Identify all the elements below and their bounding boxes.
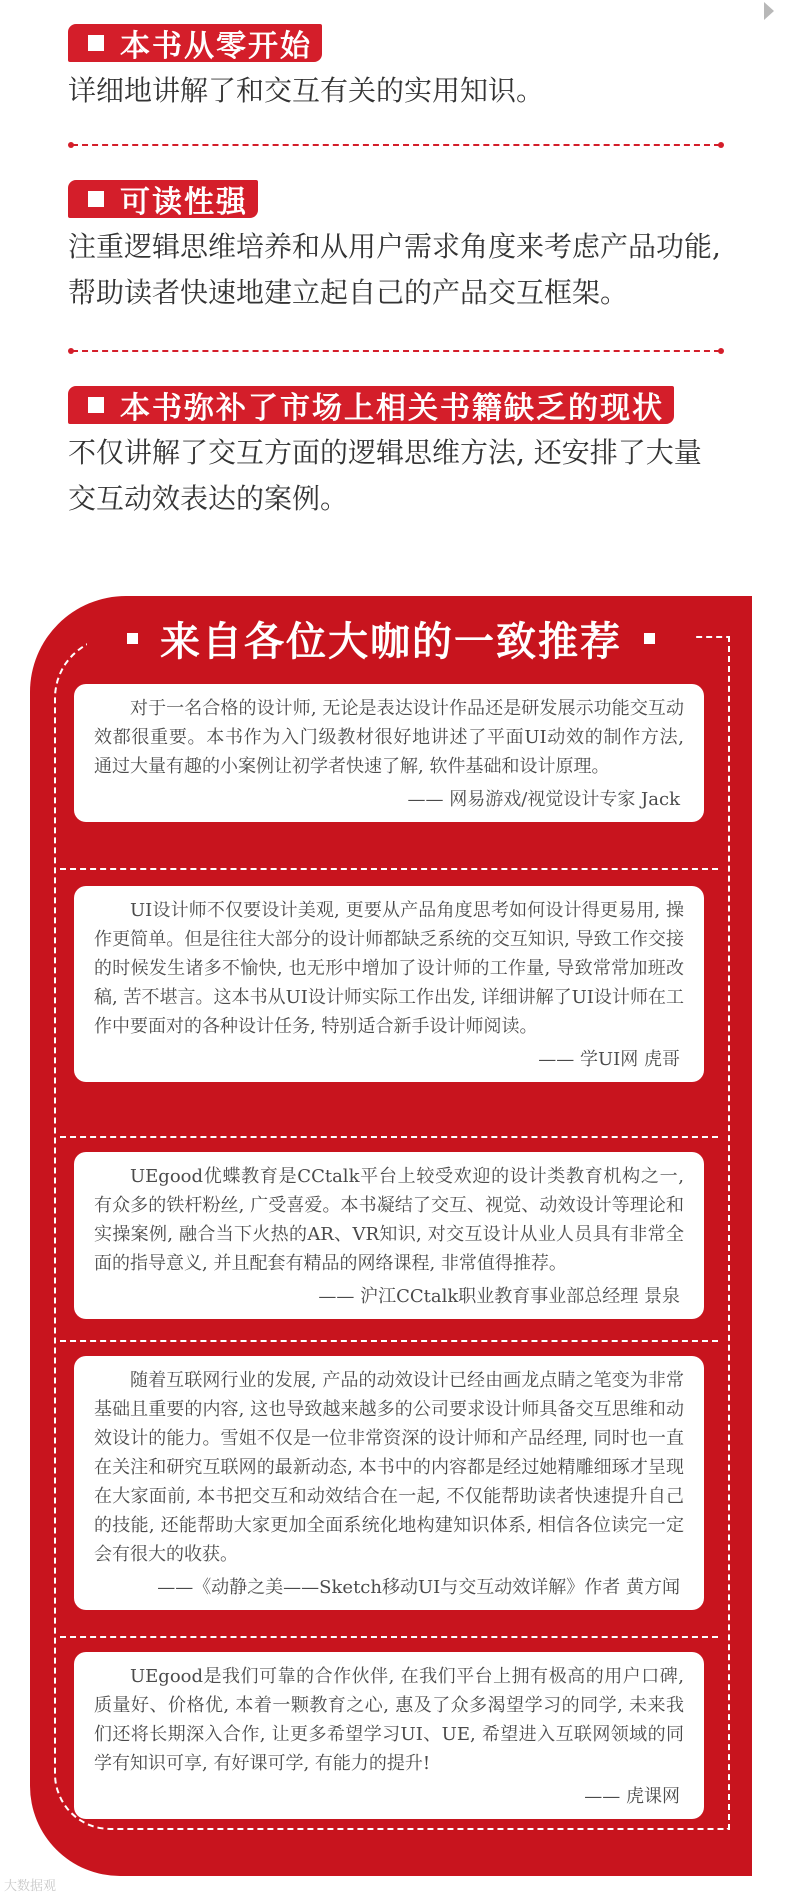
section-divider-2 — [72, 350, 720, 352]
watermark-logo — [4, 1875, 56, 1894]
feature-desc-1: 详细地讲解了和交互有关的实用知识。 — [68, 74, 545, 107]
card-divider — [60, 1136, 718, 1138]
square-bullet-icon — [644, 633, 655, 644]
card-divider — [60, 868, 718, 870]
card-author: —— 虎课网 — [584, 1786, 680, 1807]
recommendation-panel — [30, 596, 752, 1876]
feature-label-2 — [68, 180, 258, 218]
feature-label-3 — [68, 386, 674, 424]
feature-desc-3: 不仅讲解了交互方面的逻辑思维方法, 还安排了大量 交互动效表达的案例。 — [68, 436, 702, 515]
card-quote: 随着互联网行业的发展, 产品的动效设计已经由画龙点睛之笔变为非常基础且重要的内容, 这也导致越来越多的公司要求设计师具备交互思维和动效设计的能力。雪姐不仅是一位非常资深的设计师和产品经理, 同时也一直在关注和研究互联网的最新动态, 本书中的内容都是经过她精雕细琢才呈现在大家面前, 本书把交互和动效结合在一起, 不仅能帮助读者快速提升自己的技能, 还能帮助大家更加全面系统化地构建知识体系, 相信各位读完一定会有很大的收获。 — [94, 1370, 684, 1565]
recommendation-card-4 — [74, 1356, 704, 1610]
recommendation-card-3 — [74, 1152, 704, 1319]
card-author: —— 学UI网 虎哥 — [538, 1049, 680, 1070]
card-quote: 对于一名合格的设计师, 无论是表达设计作品还是研发展示功能交互动效都很重要。本书作为入门级教材很好地讲述了平面UI动效的制作方法, 通过大量有趣的小案例让初学者快速了解, 软件基础和设计原理。 — [94, 698, 684, 777]
section-divider-1 — [72, 144, 720, 146]
card-author: —— 网易游戏/视觉设计专家 Jack — [407, 789, 680, 810]
square-bullet-icon — [88, 191, 104, 207]
feature-title-1: 本书从零开始 — [120, 29, 312, 64]
card-divider — [60, 1340, 718, 1342]
square-bullet-icon — [88, 397, 104, 413]
square-bullet-icon — [88, 35, 104, 51]
recommendation-card-5 — [74, 1652, 704, 1819]
feature-title-2: 可读性强 — [120, 185, 248, 220]
card-quote: UEgood优蝶教育是CCtalk平台上较受欢迎的设计类教育机构之一, 有众多的铁杆粉丝, 广受喜爱。本书凝结了交互、视觉、动效设计等理论和实操案例, 融合当下火热的AR、VR知识, 对交互设计从业人员具有非常全面的指导意义, 并且配套有精品的网络课程, 非常值得推荐。 — [94, 1166, 684, 1274]
feature-section-1 — [68, 24, 728, 114]
recommendation-card-1 — [74, 684, 704, 822]
card-quote: UI设计师不仅要设计美观, 更要从产品角度思考如何设计得更易用, 操作更简单。但是往往大部分的设计师都缺乏系统的交互知识, 导致工作交接的时候发生诸多不愉快, 也无形中增加了设计师的工作量, 导致常常加班改稿, 苦不堪言。这本书从UI设计师实际工作出发, 详细讲解了UI设计师在工作中要面对的各种设计任务, 特别适合新手设计师阅读。 — [94, 900, 684, 1037]
square-bullet-icon — [127, 633, 138, 644]
page-turn-arrow-icon — [764, 2, 774, 20]
recommendation-card-2 — [74, 886, 704, 1082]
panel-title-text: 来自各位大咖的一致推荐 — [160, 617, 622, 665]
card-author: —— 沪江CCtalk职业教育事业部总经理 景泉 — [318, 1286, 680, 1307]
feature-label-1 — [68, 24, 322, 62]
feature-section-3 — [68, 386, 728, 522]
watermark-text: 大数据观 — [4, 1879, 57, 1894]
card-quote: UEgood是我们可靠的合作伙伴, 在我们平台上拥有极高的用户口碑, 质量好、价格优, 本着一颗教育之心, 惠及了众多渴望学习的同学, 未来我们还将长期深入合作, 让更多希望学习UI、UE, 希望进入互联网领域的同学有知识可享, 有好课可学, 有能力的提升! — [94, 1666, 684, 1774]
feature-desc-2: 注重逻辑思维培养和从用户需求角度来考虑产品功能, 帮助读者快速地建立起自己的产品交互框架。 — [68, 230, 721, 309]
card-divider — [60, 1636, 718, 1638]
panel-title — [87, 612, 695, 664]
feature-title-3: 本书弥补了市场上相关书籍缺乏的现状 — [120, 391, 664, 426]
feature-section-2 — [68, 180, 728, 316]
card-author: ——《动静之美——Sketch移动UI与交互动效详解》作者 黄方闻 — [157, 1577, 680, 1598]
